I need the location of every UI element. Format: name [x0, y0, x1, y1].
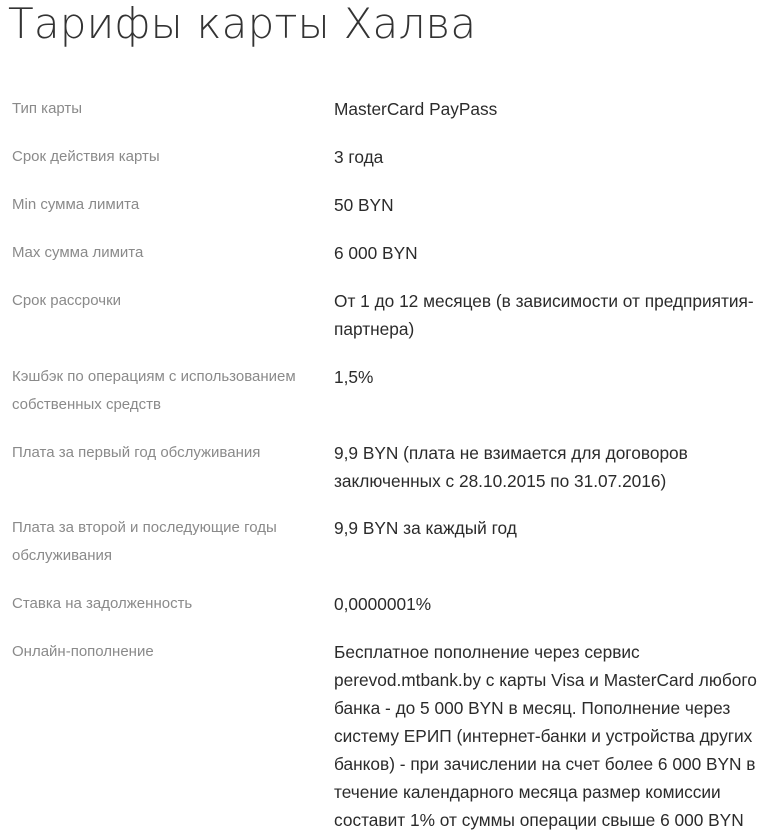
row-label: Тип карты — [12, 100, 83, 117]
row-value: 50 BYN — [334, 195, 394, 215]
row-label: Плата за второй и последующие годы обслуживания — [12, 519, 277, 564]
row-label: Срок рассрочки — [12, 292, 122, 309]
row-label: Min сумма лимита — [12, 196, 140, 213]
row-value: 1,5% — [334, 367, 374, 387]
row-value: От 1 до 12 месяцев (в зависимости от предприятия-партнера) — [334, 291, 754, 339]
row-value: 3 года — [334, 147, 384, 167]
page-title: Тарифы карты Халва — [8, 0, 477, 48]
row-label: Кэшбэк по операциям с использованием собственных средств — [12, 368, 296, 413]
row-label: Max сумма лимита — [12, 244, 144, 261]
row-label: Онлайн-пополнение — [12, 643, 154, 660]
row-value: 0,0000001% — [334, 594, 432, 614]
row-label: Ставка на задолженность — [12, 595, 193, 612]
row-label: Плата за первый год обслуживания — [12, 444, 261, 461]
row-value: 9,9 BYN за каждый год — [334, 518, 517, 538]
row-value: Бесплатное пополнение через сервис perevod.mtbank.by с карты Visa и MasterCard любого банка - до 5 000 BYN в месяц. Пополнение через систему ЕРИП (интернет-банки и устройства других банков) - при зачислении на счет более 6 000 BYN в течение календарного месяца размер комиссии составит 1% от суммы операции свыше 6 000 BYN — [334, 642, 757, 830]
row-value: 9,9 BYN (плата не взимается для договоров заключенных с 28.10.2015 по 31.07.2016) — [334, 443, 688, 491]
row-value: 6 000 BYN — [334, 243, 418, 263]
row-label: Срок действия карты — [12, 148, 160, 165]
row-value: MasterCard PayPass — [334, 99, 498, 119]
